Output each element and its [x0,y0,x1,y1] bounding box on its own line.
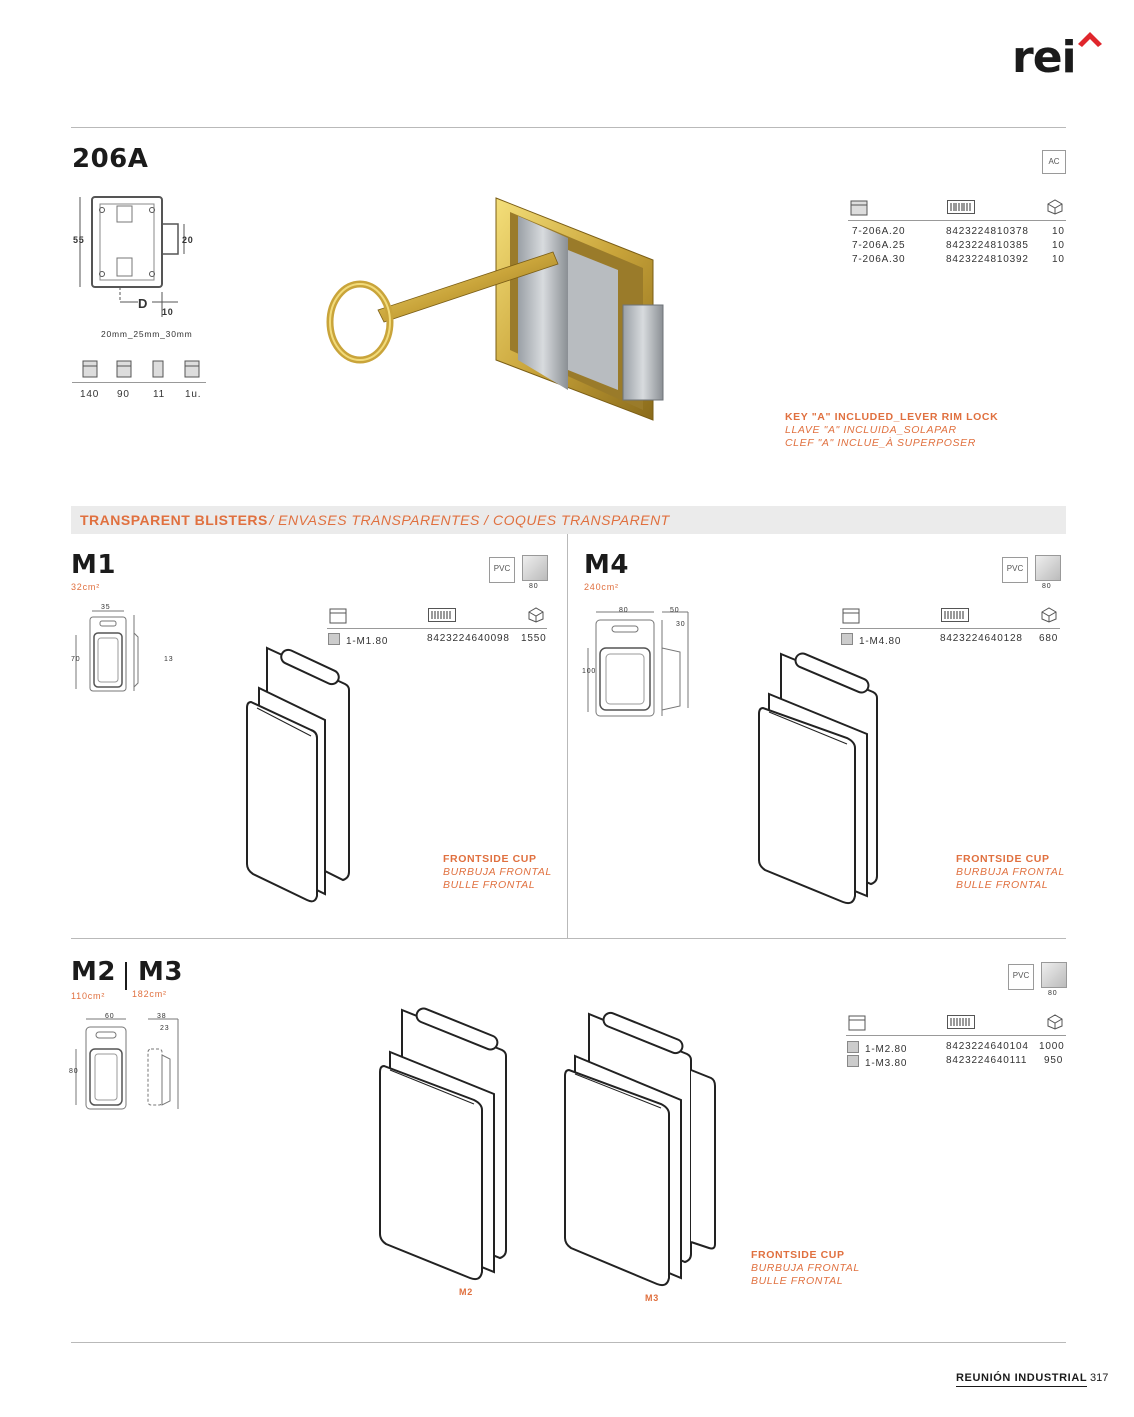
package-icon [1046,1014,1064,1030]
m1-material-badge: PVC [489,557,515,583]
m23-dim-d1: 38 [157,1013,167,1020]
product-title: 206A [72,144,149,174]
barcode-icon [947,1015,975,1029]
m4-table-header [840,604,1060,629]
m4-title: M4 [584,550,629,580]
pack-value-2: 90 [117,389,130,400]
lock-technical-drawing [72,192,212,342]
m2-title: M2 [71,957,116,987]
dim-height: 55 [73,235,85,245]
m2-area: 110cm² [71,991,106,1001]
m1-technical-drawing [72,605,182,695]
m3-blister-illustration [563,1010,719,1290]
m1-dim-d: 13 [164,656,174,663]
package-icon [1046,199,1064,215]
pack-value-1: 140 [80,389,100,400]
m4-caption: FRONTSIDE CUP BURBUJA FRONTAL BULLE FRONTAL [956,853,1065,891]
product-caption: KEY "A" INCLUDED_LEVER RIM LOCK LLAVE "A" INCLUIDA_SOLAPAR CLEF "A" INCLUE_À SUPERPOSER [785,411,999,449]
m4-swatch [1035,555,1061,581]
m23-material-badge: PVC [1008,964,1034,990]
box-icon [116,360,132,378]
m4-swatch-label: 80 [1042,583,1052,590]
m4-dim-d2: 30 [676,621,686,628]
m1-swatch-label: 80 [529,583,539,590]
package-icon [1040,607,1058,623]
m1-dim-w: 35 [101,604,111,611]
dim-d-options: 20mm_25mm_30mm [101,329,193,339]
footer-company: REUNIÓN INDUSTRIAL [956,1372,1087,1387]
bottom-divider [71,1342,1066,1343]
m23-dim-h: 80 [69,1068,79,1075]
title-separator [125,962,127,990]
m3-illustration-label: M3 [645,1293,660,1303]
box-icon [842,606,860,624]
top-divider [71,127,1066,128]
m23-dim-d2: 23 [160,1025,170,1032]
m3-area: 182cm² [132,989,167,999]
m1-swatch [522,555,548,581]
barcode-icon [941,608,969,622]
table-header [848,196,1066,221]
section-subtitle: / ENVASES TRANSPARENTES / COQUES TRANSPARENT [265,512,670,528]
m2-blister-illustration [378,1006,510,1284]
checkbox-icon [847,1041,859,1053]
box-icon [329,606,347,624]
pack-value-4: 1u. [185,389,202,400]
m1-area: 32cm² [71,582,101,592]
dim-d-value: 10 [162,307,174,317]
m2-illustration-label: M2 [459,1287,474,1297]
m1-title: M1 [71,550,116,580]
mid-divider [71,938,1066,939]
m4-area: 240cm² [584,582,619,592]
section-title: TRANSPARENT BLISTERS [80,512,268,528]
page-number: 317 [1090,1372,1109,1384]
m23-swatch [1041,962,1067,988]
box-icon [152,360,164,378]
checkbox-icon [841,633,853,645]
m1-blister-illustration [245,642,357,904]
lock-photo [318,190,678,440]
box-icon [184,360,200,378]
m1-dim-h: 70 [71,656,81,663]
box-icon [82,360,98,378]
m23-swatch-label: 80 [1048,990,1058,997]
dim-side: 20 [182,235,194,245]
barcode-icon [428,608,456,622]
packaging-icons [72,358,206,383]
m4-blister-illustration [757,650,883,906]
material-badge: AC [1042,150,1066,174]
m4-material-badge: PVC [1002,557,1028,583]
m23-dim-w: 60 [105,1013,115,1020]
m3-title: M3 [138,957,183,987]
m1-table-header [327,604,547,629]
m4-dim-w: 80 [619,607,629,614]
barcode-icon [947,200,975,214]
m23-caption: FRONTSIDE CUP BURBUJA FRONTAL BULLE FRONTAL [751,1249,860,1287]
m23-technical-drawing [72,1015,192,1115]
m1-caption: FRONTSIDE CUP BURBUJA FRONTAL BULLE FRONTAL [443,853,552,891]
m4-dim-h: 100 [582,668,597,675]
box-icon [848,1013,866,1031]
m4-dim-d1: 50 [670,607,680,614]
dim-d-label: D [138,296,148,311]
brand-logo: rei [1010,28,1102,78]
section-header [71,506,1066,534]
checkbox-icon [847,1055,859,1067]
package-icon [527,607,545,623]
vertical-divider [567,534,568,938]
m23-table-header [846,1011,1066,1036]
pack-value-3: 11 [153,389,165,400]
box-icon [850,198,868,216]
